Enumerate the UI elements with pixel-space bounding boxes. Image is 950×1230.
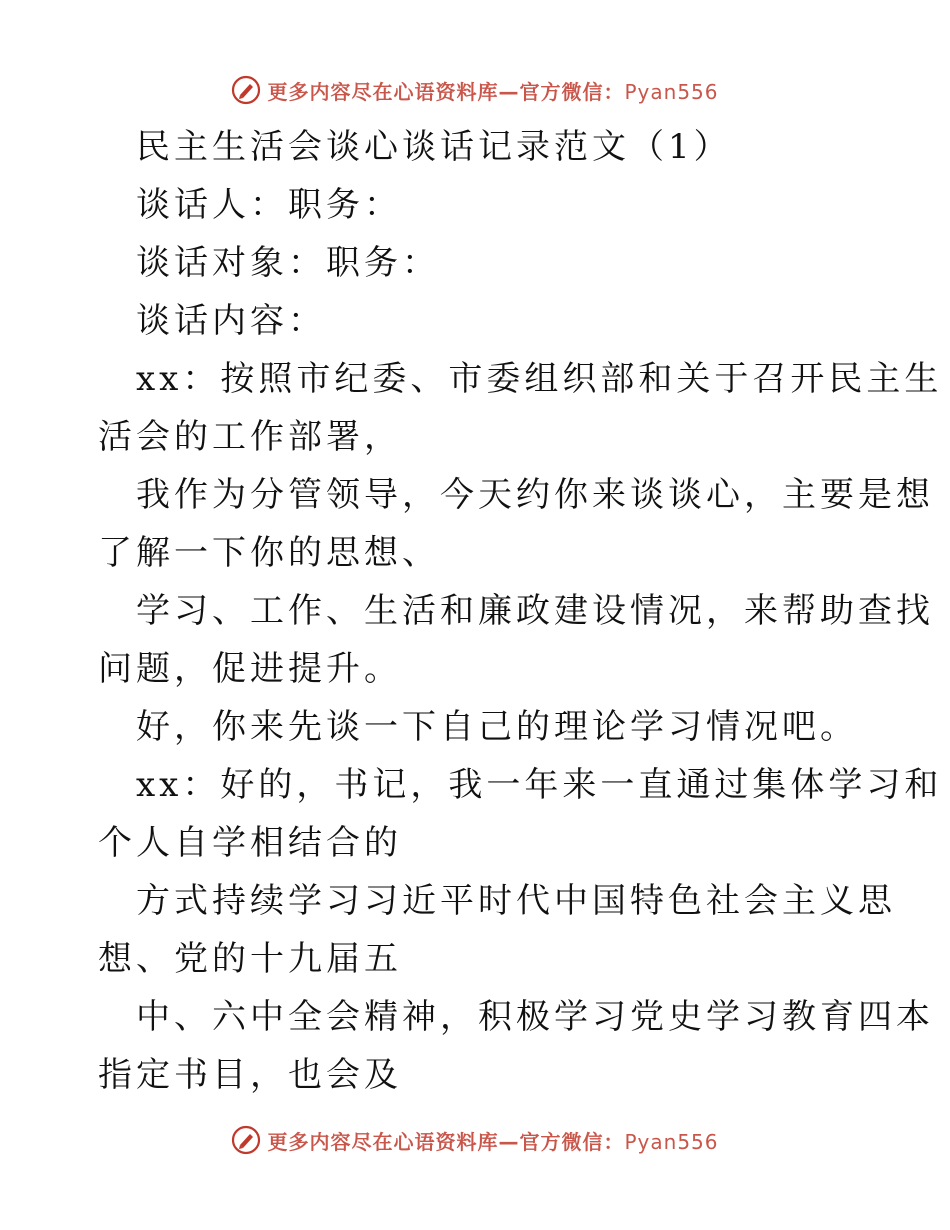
watermark-account: Pyan556 xyxy=(624,1129,719,1154)
text-line: 活会的工作部署， xyxy=(98,417,402,457)
text-line: 民主生活会谈心谈话记录范文（1） xyxy=(136,127,732,167)
footer-watermark xyxy=(0,1120,950,1160)
pen-logo-icon xyxy=(231,1125,261,1155)
text-line: 了解一下你的思想、 xyxy=(98,533,440,573)
header-watermark xyxy=(0,70,950,110)
text-line: 方式持续学习习近平时代中国特色社会主义思 xyxy=(136,881,896,921)
pen-logo-icon xyxy=(231,75,261,105)
text-line: 谈话对象：职务： xyxy=(136,243,440,283)
document-body xyxy=(98,118,943,1104)
text-line: 指定书目，也会及 xyxy=(98,1055,402,1095)
text-line: 想、党的十九届五 xyxy=(98,939,402,979)
text-line: 个人自学相结合的 xyxy=(98,823,402,863)
text-line: 中、六中全会精神，积极学习党史学习教育四本 xyxy=(136,997,934,1037)
text-line: 我作为分管领导，今天约你来谈谈心，主要是想 xyxy=(136,475,934,515)
text-line: xx：好的，书记，我一年来一直通过集体学习和 xyxy=(136,765,943,805)
text-line: 谈话内容： xyxy=(136,301,326,341)
text-line: 谈话人：职务： xyxy=(136,185,402,225)
watermark-account: Pyan556 xyxy=(624,79,719,104)
watermark-text: 更多内容尽在心语资料库—官方微信：Pyan556 xyxy=(267,79,719,104)
text-line: 好，你来先谈一下自己的理论学习情况吧。 xyxy=(136,707,858,747)
text-line: 学习、工作、生活和廉政建设情况，来帮助查找 xyxy=(136,591,934,631)
text-line: xx：按照市纪委、市委组织部和关于召开民主生 xyxy=(136,359,943,399)
text-line: 问题，促进提升。 xyxy=(98,649,402,689)
watermark-text: 更多内容尽在心语资料库—官方微信：Pyan556 xyxy=(267,1129,719,1154)
